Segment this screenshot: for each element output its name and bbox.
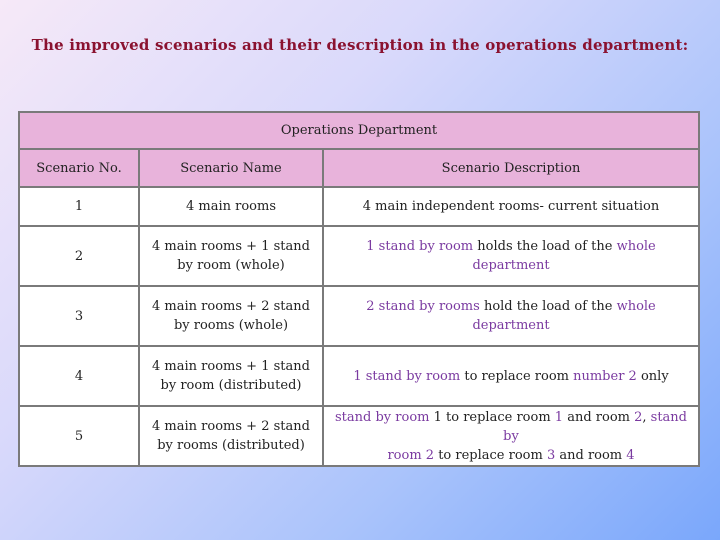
- scenario-description: 1 stand by room holds the load of the whole department: [323, 226, 699, 286]
- scenario-no: 2: [19, 226, 139, 286]
- department-header: Operations Department: [19, 112, 699, 149]
- scenario-no: 4: [19, 346, 139, 406]
- scenario-description: 1 stand by room to replace room number 2 only: [323, 346, 699, 406]
- scenario-name-line1: 4 main rooms + 2 stand: [152, 419, 310, 434]
- scenario-name-line1: 4 main rooms + 2 stand: [152, 299, 310, 314]
- table-row: [19, 406, 699, 466]
- scenario-name-line2: by room (whole): [177, 258, 285, 273]
- scenario-description: 4 main independent rooms- current situation: [323, 187, 699, 226]
- scenario-no: 1: [19, 187, 139, 226]
- header-scenario-no: Scenario No.: [19, 149, 139, 187]
- scenario-name-line2: by room (distributed): [160, 378, 302, 393]
- table-row: [19, 226, 699, 286]
- scenario-description: 2 stand by rooms hold the load of the whole department: [323, 286, 699, 346]
- table-row: [19, 346, 699, 406]
- header-scenario-description: Scenario Description: [323, 149, 699, 187]
- scenario-name: [139, 346, 323, 406]
- scenario-name-line1: 4 main rooms + 1 stand: [152, 239, 310, 254]
- scenario-no: 3: [19, 286, 139, 346]
- scenario-name: [139, 226, 323, 286]
- scenario-name-line2: by rooms (distributed): [157, 438, 305, 453]
- table-row: [19, 286, 699, 346]
- header-scenario-name: Scenario Name: [139, 149, 323, 187]
- scenario-name: [139, 286, 323, 346]
- scenario-name: [139, 406, 323, 466]
- scenario-description: stand by room 1 to replace room 1 and room 2, stand by room 2 to replace room 3 and room 4: [323, 406, 699, 466]
- scenario-name-line1: 4 main rooms + 1 stand: [152, 359, 310, 374]
- scenario-name-line2: by rooms (whole): [173, 318, 289, 333]
- operations-table: [18, 111, 700, 467]
- table-row: [19, 187, 699, 226]
- scenario-name: 4 main rooms: [139, 187, 323, 226]
- scenario-no: 5: [19, 406, 139, 466]
- page-title: The improved scenarios and their description in the operations department:: [31, 36, 689, 54]
